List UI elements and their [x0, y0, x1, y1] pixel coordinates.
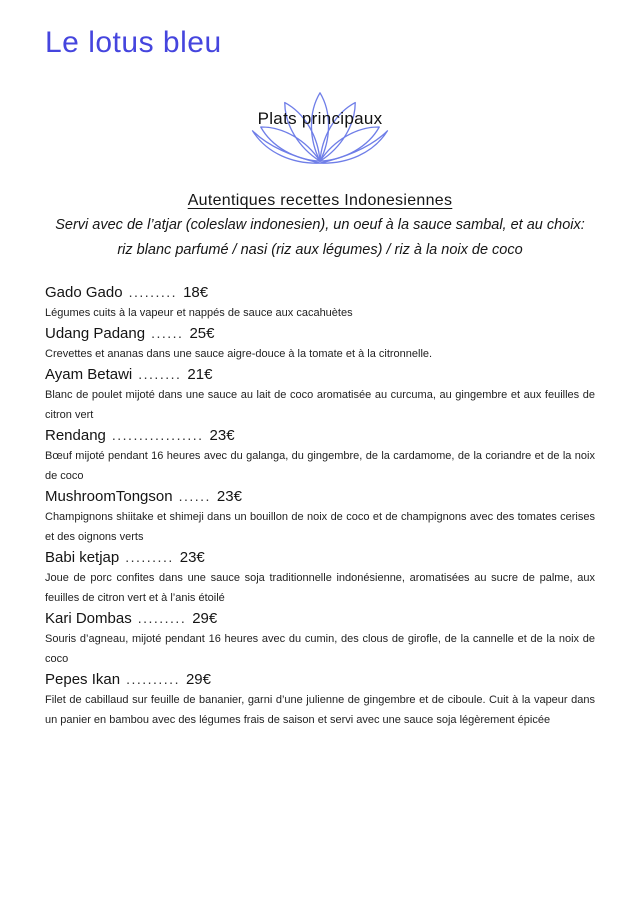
- dish-name-line: [45, 425, 595, 446]
- dots-leader: .........: [128, 284, 178, 300]
- lotus-logo: [0, 83, 640, 171]
- dish-price: 21€: [187, 366, 213, 383]
- dots-leader: ........: [138, 366, 182, 382]
- dish-description: Légumes cuits à la vapeur et nappés de sauce aux cacahuètes: [45, 307, 353, 319]
- dish-name-line: [45, 282, 595, 303]
- menu-item: [45, 425, 595, 486]
- dish-name: Ayam Betawi: [45, 366, 133, 383]
- dish-price: 23€: [209, 427, 235, 444]
- section-heading: Autentiques recettes Indonesiennes: [187, 192, 453, 209]
- menu-item: [45, 486, 595, 547]
- dish-price: 25€: [189, 325, 215, 342]
- dish-name-line: [45, 669, 595, 690]
- dish-name-line: [45, 486, 595, 507]
- dish-price: 23€: [216, 488, 242, 505]
- dish-price: 18€: [183, 284, 209, 301]
- dots-leader: ..........: [126, 671, 180, 687]
- logo-label: Plats principaux: [257, 109, 383, 128]
- dish-description: Joue de porc confites dans une sauce soja traditionnelle indonésienne, aromatisées au sucre de palme, aux feuilles de citron vert et à l’anis étoilé: [45, 572, 595, 604]
- restaurant-title: Le lotus bleu: [45, 26, 222, 59]
- dish-name: Babi ketjap: [45, 549, 120, 566]
- dots-leader: ......: [178, 488, 211, 504]
- dish-description: Filet de cabillaud sur feuille de bananier, garni d’une julienne de gingembre et de ciboule. Cuit à la vapeur dans un panier en bambou avec des légumes frais de saison et servi avec une sauce soja légèrement épicée: [45, 694, 595, 726]
- dish-name: Gado Gado: [45, 284, 123, 301]
- menu-item: [45, 608, 595, 669]
- dish-description: Blanc de poulet mijoté dans une sauce au lait de coco aromatisée au curcuma, au gingembre et aux feuilles de citron vert: [45, 389, 595, 421]
- dots-leader: .........: [125, 549, 174, 565]
- dish-price: 29€: [185, 671, 211, 688]
- dish-name-line: [45, 323, 595, 344]
- dots-leader: .........: [137, 610, 187, 626]
- subtitle-line-2: riz blanc parfumé / nasi (riz aux légumes) / riz à la noix de coco: [117, 242, 523, 258]
- dish-description: Crevettes et ananas dans une sauce aigre-douce à la tomate et à la citronnelle.: [45, 348, 433, 360]
- menu-item: [45, 547, 595, 608]
- dish-price: 23€: [179, 549, 205, 566]
- subtitle-line-1: Servi avec de l’atjar (coleslaw indonesien), un oeuf à la sauce sambal, et au choix:: [55, 217, 585, 233]
- menu-item: [45, 323, 595, 364]
- dish-name: Udang Padang: [45, 325, 146, 342]
- menu-item: [45, 669, 595, 730]
- dots-leader: .................: [111, 427, 204, 443]
- menu-item: [45, 364, 595, 425]
- dish-name: Kari Dombas: [45, 610, 132, 627]
- dish-description: Champignons shiitake et shimeji dans un bouillon de noix de coco et de champignons avec des tomates cerises et des oignons verts: [45, 511, 595, 543]
- dish-name: Rendang: [45, 427, 106, 444]
- menu-item: [45, 282, 595, 323]
- dish-name: MushroomTongson: [45, 488, 173, 505]
- dish-name: Pepes Ikan: [45, 671, 121, 688]
- section-subtitle: [0, 213, 640, 263]
- dish-name-line: [45, 608, 595, 629]
- dish-description: Bœuf mijoté pendant 16 heures avec du galanga, du gingembre, de la cardamome, de la coriandre et de la noix de coco: [45, 450, 595, 482]
- dish-name-line: [45, 547, 595, 568]
- dots-leader: ......: [151, 325, 184, 341]
- dish-description: Souris d’agneau, mijoté pendant 16 heures avec du cumin, des clous de girofle, de la cannelle et de la noix de coco: [45, 633, 595, 665]
- menu-list: [45, 282, 595, 730]
- dish-name-line: [45, 364, 595, 385]
- dish-price: 29€: [192, 610, 218, 627]
